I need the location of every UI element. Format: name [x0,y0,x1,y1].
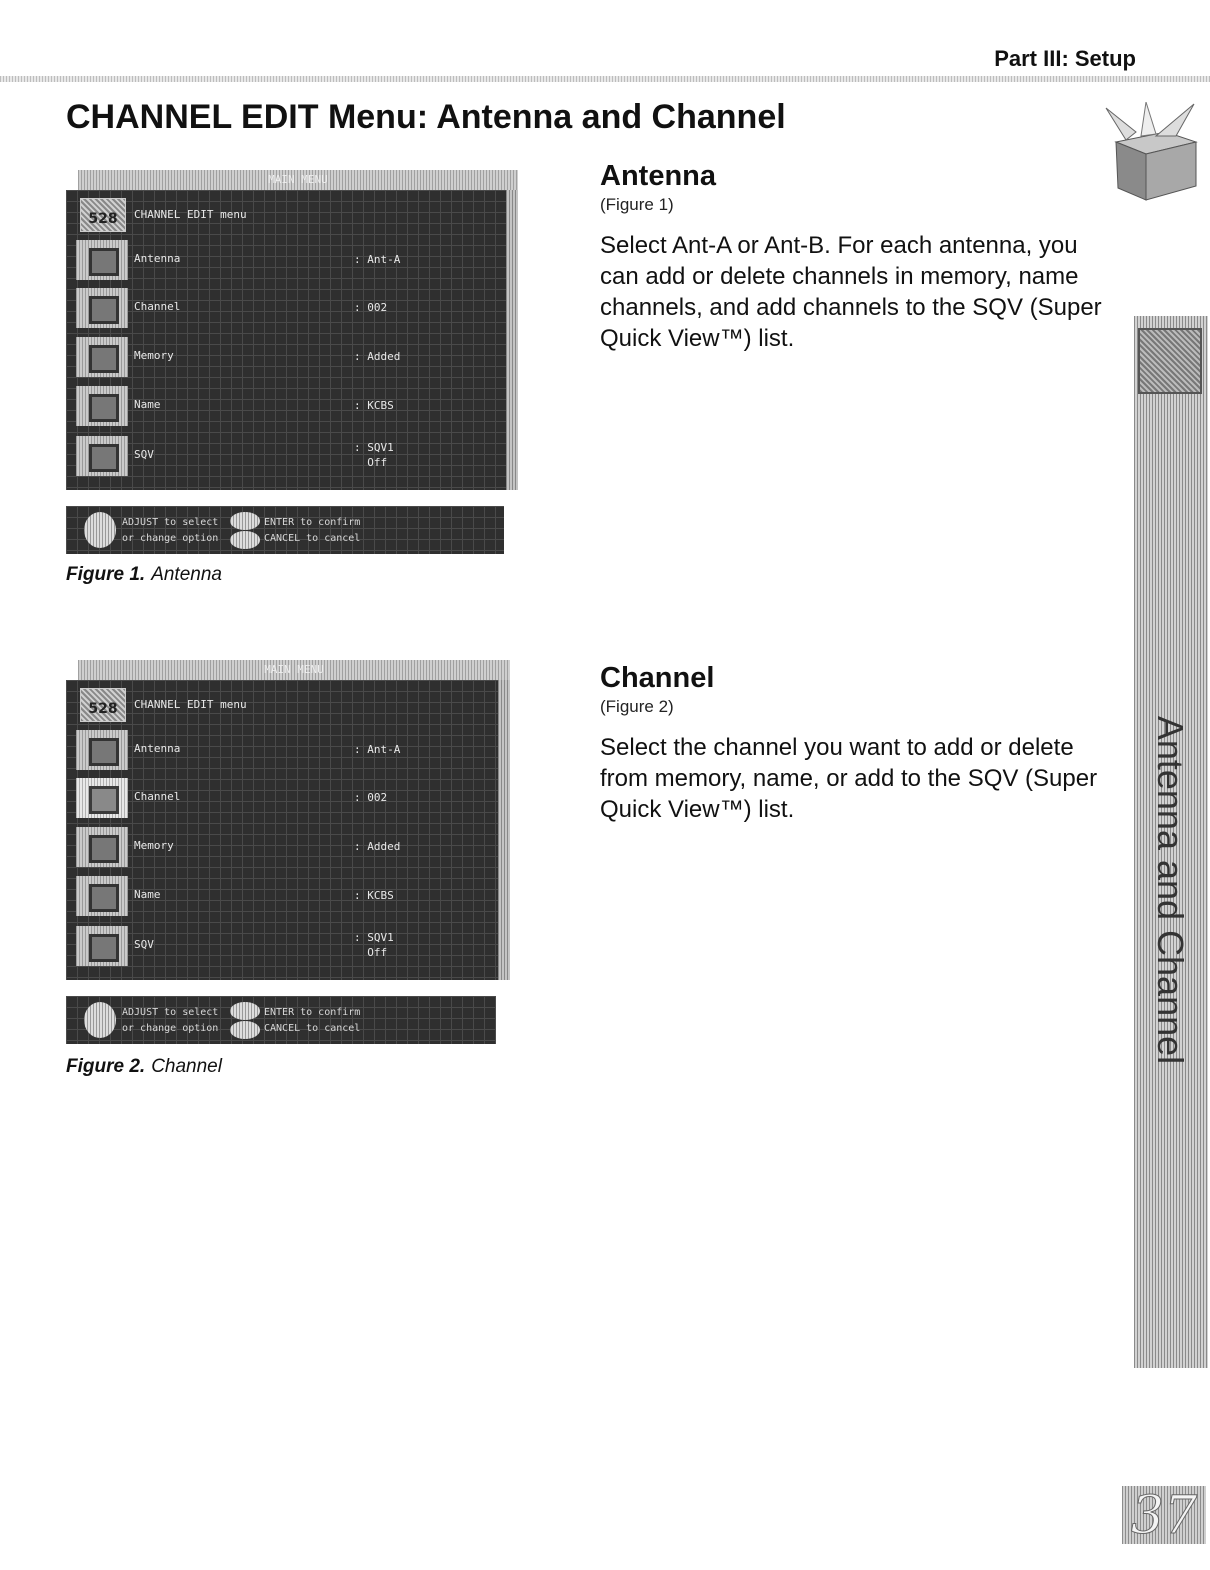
row-label: SQV [134,448,154,461]
row-value: : 002 [354,301,388,314]
menu-row-memory[interactable] [66,821,498,869]
menu-row-sqv[interactable] [66,920,498,968]
row-value: : KCBS [354,889,394,902]
enter-button-icon [230,512,260,530]
figure-1-screen [66,170,520,554]
help-change: or change option [122,533,219,544]
side-tab-icon [1138,328,1202,394]
help-enter: ENTER to confirm [264,1007,361,1018]
tv-icon [76,436,128,476]
row-label: Memory [134,839,174,852]
figure-2-screen [66,660,512,1044]
header-rule [0,76,1210,82]
dpad-icon [84,512,116,548]
menu-panel [66,680,498,980]
side-tab-label: Antenna and Channel [1150,715,1192,1065]
help-enter: ENTER to confirm [264,517,361,528]
tv-icon [76,778,128,818]
channel-badge: 528 [80,688,126,722]
section-channel-body: Select the channel you want to add or delete from memory, name, or add to the SQV (Super Quick View™) list. [600,734,1098,823]
row-value: : Ant-A [354,743,401,756]
tv-icon [76,827,128,867]
help-cancel: CANCEL to cancel [264,533,361,544]
tv-icon [76,337,128,377]
row-value: : Ant-A [354,253,401,266]
help-bar [66,996,496,1044]
tv-icon [76,386,128,426]
row-label: Channel [134,790,181,803]
menu-title: MAIN MENU [78,170,518,190]
page-number: 37 [1122,1486,1206,1544]
tv-icon [76,730,128,770]
enter-button-icon [230,1002,260,1020]
row-label: SQV [134,938,154,951]
figure-2-caption: Figure 2. Channel [66,1056,222,1077]
dpad-icon [84,1002,116,1038]
menu-title: MAIN MENU [78,660,510,680]
menu-row-antenna[interactable] [66,724,498,772]
row-value: : Added [354,840,401,853]
channel-badge: 528 [80,198,126,232]
box-icon [1096,102,1206,202]
section-antenna-body: Select Ant-A or Ant-B. For each antenna, you can add or delete channels in memory, name channels, and add channels to the SQV (Super Quick View™) list. [600,232,1102,352]
row-label: Antenna [134,742,181,755]
help-cancel: CANCEL to cancel [264,1023,361,1034]
help-adjust: ADJUST to select [122,517,219,528]
help-change: or change option [122,1023,219,1034]
row-value: : SQV1 Off [354,931,394,959]
menu-row-sqv[interactable] [66,430,506,478]
section-antenna-title: Antenna [600,160,716,192]
row-label: Name [134,888,161,901]
tv-icon [76,240,128,280]
section-channel-title: Channel [600,662,715,694]
section-channel-ref: (Figure 2) [600,697,674,716]
tv-icon [76,288,128,328]
row-label: Memory [134,349,174,362]
part-label: Part III: Setup [994,46,1136,71]
row-label: Name [134,398,161,411]
section-antenna-ref: (Figure 1) [600,195,674,214]
menu-row-channel[interactable] [66,282,506,330]
cancel-button-icon [230,531,260,549]
menu-name: CHANNEL EDIT menu [134,208,247,221]
menu-panel [66,190,506,490]
menu-row-name[interactable] [66,380,506,428]
menu-row-antenna[interactable] [66,234,506,282]
row-value: : SQV1 Off [354,441,394,469]
help-adjust: ADJUST to select [122,1007,219,1018]
row-value: : Added [354,350,401,363]
tv-icon [76,926,128,966]
menu-name: CHANNEL EDIT menu [134,698,247,711]
row-label: Channel [134,300,181,313]
page-title: CHANNEL EDIT Menu: Antenna and Channel [66,98,786,136]
row-value: : 002 [354,791,388,804]
help-bar [66,506,504,554]
row-label: Antenna [134,252,181,265]
figure-1-caption: Figure 1. Antenna [66,564,222,585]
row-value: : KCBS [354,399,394,412]
tv-icon [76,876,128,916]
menu-row-name[interactable] [66,870,498,918]
menu-row-channel[interactable] [66,772,498,820]
menu-row-memory[interactable] [66,331,506,379]
cancel-button-icon [230,1021,260,1039]
